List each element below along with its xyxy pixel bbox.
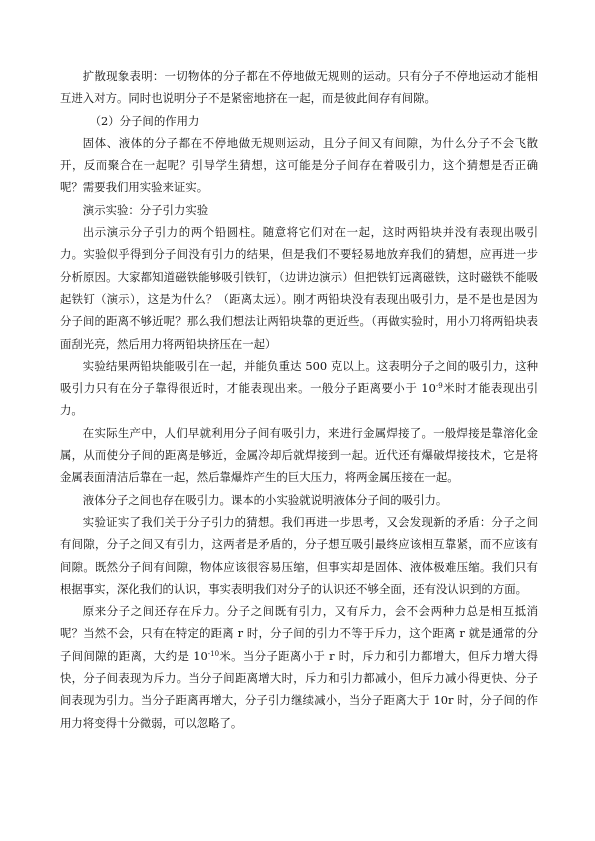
text-segment: 原来分子之间还存在斥力。分子之间既有引力，又有斥力，会不会两种力总是相互抵消呢？当然不会，只有在特定的距离 r 时，分子间的引力不等于斥力，这个距离 r 就是通常的分子间间隙的距离，大约是 10 [60, 604, 538, 663]
paragraph-gap-question: 固体、液体的分子都在不停地做无规则运动，且分子间又有间隙，为什么分子不会飞散开，反而聚合在一起呢？引导学生猜想，这可能是分子间存在着吸引力，这个猜想是否正确呢？需要我们用实验来证实。 [60, 135, 538, 195]
superscript-exponent: -10 [207, 649, 220, 658]
paragraph-demo-title: 演示实验：分子引力实验 [82, 202, 209, 217]
paragraph-welding: 在实际生产中，人们早就利用分子间有吸引力，来进行金属焊接了。一般焊接是靠溶化金属，从而使分子间的距离是够近，金属冷却后就焊接到一起。近代还有爆破焊接技术，它是将金属表面清洁后靠在一起，然后靠爆炸产生的巨大压力，将两金属压接在一起。 [60, 425, 538, 485]
paragraph-diffusion-conclusion: 扩散现象表明：一切物体的分子都在不停地做无规则的运动。只有分子不停地运动才能相互进入对方。同时也说明分子不是紧密地挤在一起，而是彼此间存有间隙。 [60, 69, 538, 106]
paragraph-lead-cylinder-demo: 出示演示分子引力的两个铅圆柱。随意将它们对在一起，这时两铅块并没有表现出吸引力。实验似乎得到分子间没有引力的结果，但是我们不要轻易地放弃我们的猜想，应再进一步分析原因。大家都知道磁铁能够吸引铁钉，（边讲边演示）但把铁钉远离磁铁，这时磁铁不能吸起铁钉（演示），这是为什么？（距离太远）。刚才两铅块没有表现出吸引力，是不是也是因为分子间的距离不够近呢？那么我们想法让两铅块靠的更近些。（再做实验时，用小刀将两铅块表面刮光亮，然后用力将两铅块挤压在一起） [60, 225, 538, 351]
paragraph-contradiction: 实验证实了我们关于分子引力的猜想。我们再进一步思考，又会发现新的矛盾：分子之间有间隙，分子之间又有引力，这两者是矛盾的，分子想互吸引最终应该相互靠紧，而不应该有间隙。既然分子间有间隙，物体应该很容易压缩，但事实却是固体、液体极难压缩。我们只有根据事实，深化我们的认识，事实表明我们对分子的认识还不够全面，还有没认识到的方面。 [60, 514, 538, 596]
superscript-exponent: -9 [435, 382, 443, 391]
paragraph-demo-result [60, 355, 538, 422]
section-heading-intermolecular-force: （2）分子间的作用力 [89, 113, 200, 128]
text-segment: 米时才能表现出引力。 [60, 381, 538, 418]
paragraph-repulsion [60, 600, 538, 734]
document-page [60, 65, 538, 734]
text-segment: 实验结果两铅块能吸引在一起，并能负重达 500 克以上。这表明分子之间的吸引力，这种吸引力只有在分子靠得很近时，才能表现出来。一般分子距离要小于 10 [60, 358, 538, 396]
paragraph-liquid-attraction: 液体分子之间也存在吸引力。课本的小实验就说明液体分子间的吸引力。 [82, 492, 448, 507]
text-segment: 米。当分子距离小于 r 时，斥力和引力都增大，但斥力增大得快，分子间表现为斥力。当分子间距离增大时，斥力和引力都减小，但斥力减小得更快、分子间表现为引力。当分子距离再增大，分子引力继续减小，当分子距离大于 10r 时，分子间的作用力将变得十分微弱，可以忽略了。 [60, 648, 538, 730]
